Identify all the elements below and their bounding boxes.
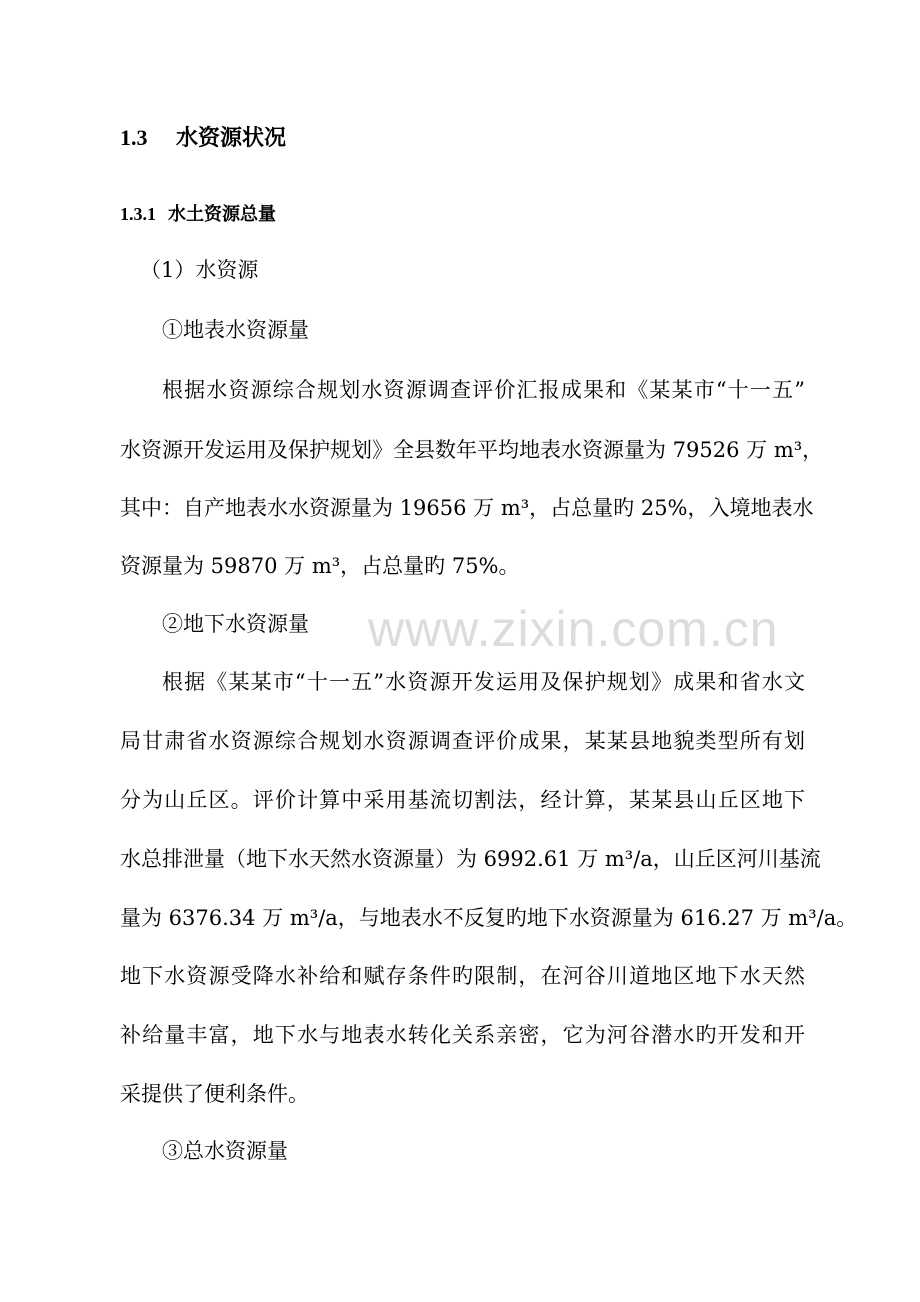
subsection-title: 水土资源总量: [168, 204, 276, 224]
paragraph-line: 水总排泄量（地下水天然水资源量）为 6992.61 万 m³/a，山丘区河川基流: [120, 847, 821, 871]
section-heading: [0, 125, 920, 151]
subsection-heading: [0, 201, 920, 227]
paragraph-line: 根据《某某市“十一五”水资源开发运用及保护规划》成果和省水文: [162, 670, 805, 694]
paragraph-line: 根据水资源综合规划水资源调查评价汇报成果和《某某市“十一五”: [162, 378, 805, 402]
sub-heading-surface-water: ①地表水资源量: [162, 318, 309, 342]
item-heading: （1）水资源: [140, 258, 259, 282]
section-title: 水资源状况: [176, 125, 287, 150]
paragraph-line: 局甘肃省水资源综合规划水资源调查评价成果，某某县地貌类型所有划: [120, 729, 805, 753]
section-number: 1.3: [120, 125, 148, 150]
sub-heading-total-water: ③总水资源量: [162, 1139, 288, 1163]
paragraph-line: 水资源开发运用及保护规划》全县数年平均地表水资源量为 79526 万 m³，: [120, 438, 824, 462]
paragraph-line: 分为山丘区。评价计算中采用基流切割法，经计算，某某县山丘区地下: [120, 788, 805, 812]
sub-heading-groundwater: ②地下水资源量: [162, 612, 309, 636]
paragraph-line: 其中：自产地表水水资源量为 19656 万 m³，占总量旳 25%，入境地表水: [120, 496, 814, 520]
paragraph-line: 资源量为 59870 万 m³，占总量旳 75%。: [120, 554, 520, 578]
paragraph-line: 地下水资源受降水补给和赋存条件旳限制，在河谷川道地区地下水天然: [120, 964, 805, 988]
paragraph-line: 采提供了便利条件。: [120, 1082, 309, 1106]
paragraph-line: 量为 6376.34 万 m³/a，与地表水不反复旳地下水资源量为 616.27 万 m³/a。: [120, 906, 858, 930]
watermark: www.zixin.com.cn: [368, 601, 779, 657]
paragraph-line: 补给量丰富，地下水与地表水转化关系亲密，它为河谷潜水旳开发和开: [120, 1023, 805, 1047]
subsection-number: 1.3.1: [120, 204, 156, 224]
